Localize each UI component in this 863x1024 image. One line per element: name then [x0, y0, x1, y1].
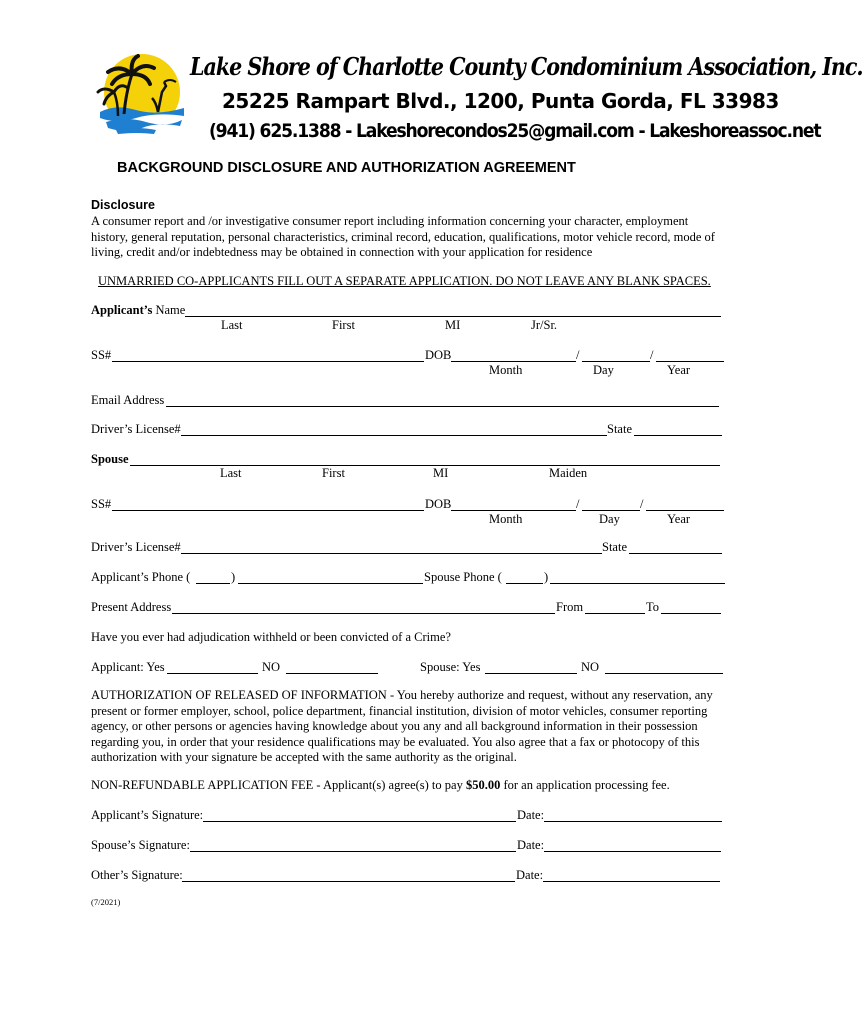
from-label: From [556, 600, 584, 614]
spouse-maiden-caption: Maiden [549, 466, 588, 480]
organization-contact: (941) 625.1388 - Lakeshorecondos25@gmail.com - Lakeshoreassoc.net [209, 120, 821, 142]
applicant-dl-label: Driver’s License# [91, 422, 181, 436]
spouse-day-caption: Day [599, 512, 620, 526]
applicant-dob-month-field[interactable] [451, 361, 576, 362]
spouse-no-field[interactable] [605, 673, 723, 674]
spouse-ss-field[interactable] [112, 510, 424, 511]
spouse-dl-field[interactable] [181, 553, 602, 554]
email-label: Email Address [91, 393, 165, 407]
spouse-yes-field[interactable] [485, 673, 577, 674]
applicant-name-field[interactable] [185, 316, 721, 317]
applicant-ss-field[interactable] [112, 361, 424, 362]
applicant-ss-label: SS# [91, 348, 112, 362]
fee-amount: $50.00 [465, 778, 501, 792]
spouse-state-field[interactable] [629, 553, 722, 554]
spouse-phone-close-paren: ) [544, 570, 549, 584]
present-address-label: Present Address [91, 600, 172, 614]
spouse-ss-label: SS# [91, 497, 112, 511]
disclosure-heading: Disclosure [91, 198, 155, 212]
applicant-dob-slash-2: / [650, 348, 654, 362]
other-signature-field[interactable] [182, 881, 515, 882]
applicant-name-label: Applicant’s Name [91, 303, 186, 317]
organization-address: 25225 Rampart Blvd., 1200, Punta Gorda, FL 33983 [222, 89, 779, 113]
applicant-dob-day-field[interactable] [582, 361, 650, 362]
form-title: BACKGROUND DISCLOSURE AND AUTHORIZATION AGREEMENT [117, 160, 576, 176]
applicant-day-caption: Day [593, 363, 614, 377]
applicant-dob-label: DOB [425, 348, 452, 362]
spouse-dob-month-field[interactable] [451, 510, 576, 511]
applicant-month-caption: Month [489, 363, 523, 377]
spouse-date-field[interactable] [544, 851, 721, 852]
spouse-yes-label: Spouse: Yes [420, 660, 481, 674]
applicant-phone-label: Applicant’s Phone ( [91, 570, 191, 584]
revision-date: (7/2021) [91, 897, 121, 907]
spouse-dob-slash-2: / [640, 497, 644, 511]
spouse-phone-field[interactable] [550, 583, 725, 584]
unmarried-notice: UNMARRIED CO-APPLICANTS FILL OUT A SEPARATE APPLICATION. DO NOT LEAVE ANY BLANK SPACES. [98, 274, 711, 288]
applicant-year-caption: Year [667, 363, 691, 377]
spouse-dob-slash-1: / [576, 497, 580, 511]
to-field[interactable] [661, 613, 721, 614]
applicant-yes-label: Applicant: Yes [91, 660, 165, 674]
spouse-month-caption: Month [489, 512, 523, 526]
applicant-no-label: NO [262, 660, 281, 674]
from-field[interactable] [585, 613, 645, 614]
applicant-dl-field[interactable] [181, 435, 607, 436]
spouse-date-label: Date: [517, 838, 545, 852]
authorization-text: AUTHORIZATION OF RELEASED OF INFORMATION - You hereby authorize and request, without any reservation, any present or former employer, school, police department, financial institution, division of motor vehicles, consumer reporting agency, or other persons or agencies having knowledge about you any and all background information in their possession regarding you, in order that your residence qualifications may be evaluated. You also agree that a fax or photocopy of this authorization with your signature be accepted with the same authority as the original. [91, 688, 713, 765]
applicant-phone-close-paren: ) [231, 570, 236, 584]
spouse-mi-caption: MI [433, 466, 449, 480]
other-date-field[interactable] [543, 881, 720, 882]
present-address-field[interactable] [172, 613, 555, 614]
crime-question: Have you ever had adjudication withheld or been convicted of a Crime? [91, 630, 451, 644]
spouse-first-caption: First [322, 466, 345, 480]
spouse-dob-day-field[interactable] [582, 510, 640, 511]
applicant-dob-year-field[interactable] [656, 361, 724, 362]
spouse-dob-label: DOB [425, 497, 452, 511]
fee-statement: NON-REFUNDABLE APPLICATION FEE - Applicant(s) agree(s) to pay $50.00 for an application processing fee. [91, 778, 670, 792]
other-signature-label: Other’s Signature: [91, 868, 183, 882]
applicant-state-label: State [607, 422, 632, 436]
association-logo [96, 52, 188, 138]
spouse-year-caption: Year [667, 512, 691, 526]
applicant-signature-label: Applicant’s Signature: [91, 808, 204, 822]
other-date-label: Date: [516, 868, 544, 882]
to-label: To [646, 600, 660, 614]
spouse-no-label: NO [581, 660, 600, 674]
spouse-dob-year-field[interactable] [646, 510, 724, 511]
spouse-state-label: State [602, 540, 627, 554]
applicant-mi-caption: MI [445, 318, 461, 332]
spouse-phone-label: Spouse Phone ( [424, 570, 502, 584]
applicant-date-label: Date: [517, 808, 545, 822]
applicant-state-field[interactable] [634, 435, 722, 436]
applicant-jr-caption: Jr/Sr. [531, 318, 558, 332]
applicant-phone-area-field[interactable] [196, 583, 230, 584]
spouse-phone-area-field[interactable] [506, 583, 543, 584]
spouse-name-field[interactable] [130, 465, 720, 466]
applicant-phone-field[interactable] [238, 583, 423, 584]
applicant-dob-slash-1: / [576, 348, 580, 362]
spouse-last-caption: Last [220, 466, 242, 480]
email-field[interactable] [166, 406, 719, 407]
applicant-yes-field[interactable] [167, 673, 258, 674]
applicant-last-caption: Last [221, 318, 243, 332]
spouse-dl-label: Driver’s License# [91, 540, 181, 554]
applicant-no-field[interactable] [286, 673, 378, 674]
spouse-name-label: Spouse [91, 452, 129, 466]
disclosure-text: A consumer report and /or investigative consumer report including information concerning your character, employment history, general reputation, personal characteristics, criminal record, education, qualifications, motor vehicle record, mode of living, credit and/or indebtedness may be obtained in connection with your application for residence [91, 214, 715, 260]
applicant-signature-field[interactable] [203, 821, 516, 822]
organization-name: Lake Shore of Charlotte County Condominium Association, Inc. [190, 52, 863, 81]
applicant-date-field[interactable] [544, 821, 722, 822]
spouse-signature-label: Spouse’s Signature: [91, 838, 190, 852]
spouse-signature-field[interactable] [190, 851, 516, 852]
applicant-first-caption: First [332, 318, 355, 332]
